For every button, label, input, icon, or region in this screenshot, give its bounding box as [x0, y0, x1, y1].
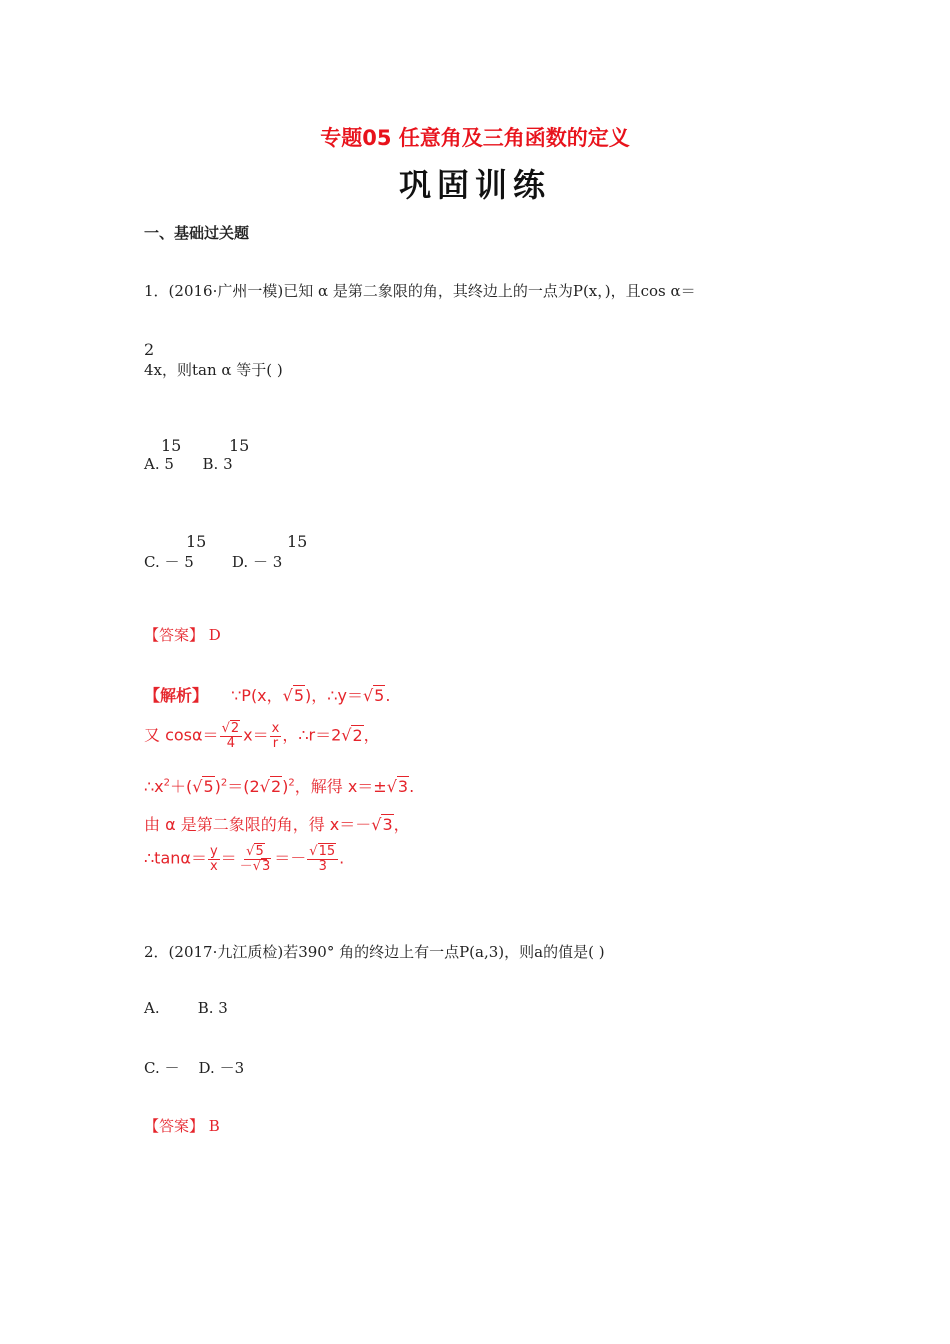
frac-numerator: y — [209, 844, 218, 859]
analysis-line-1: 【解析】 ∵P(x，√5)，∴y＝√5. — [144, 686, 391, 705]
q1-optC-numerator: 15 — [186, 532, 207, 551]
sqrt-value: 3 — [397, 777, 409, 796]
frac-numerator: x — [271, 721, 280, 736]
analysis-line-4: 由 α 是第二象限的角，得 x＝－√3， — [144, 815, 410, 834]
analysis-text: ∵P(x， — [231, 686, 283, 705]
fraction: $\frac{√2}{4}$ — [220, 722, 243, 750]
q2-stem: 2．(2017·九江质检)若390° 角的终边上有一点P(a,3)，则a的值是( ) — [144, 943, 605, 961]
analysis-line-5 — [144, 845, 344, 873]
q1-frac-numerator: 2 — [144, 340, 155, 359]
sqrt-value: 2 — [230, 721, 240, 736]
fraction — [208, 845, 220, 873]
q1-optD-numerator: 15 — [287, 532, 308, 551]
analysis-text: . — [409, 777, 415, 796]
fraction: $\frac{√5}{-√3}$ — [239, 844, 271, 874]
q1-stem-line1: 1．(2016·广州一模)已知 α 是第二象限的角，其终边上的一点为P(x，)，且cos α＝ — [144, 282, 696, 300]
analysis-text: )，∴y＝ — [305, 686, 363, 705]
sqrt-value: 3 — [382, 815, 393, 834]
analysis-tag: 【解析】 — [144, 686, 209, 705]
exponent: 2 — [163, 777, 171, 789]
analysis-text: ＋( — [170, 777, 193, 796]
analysis-text: ) — [282, 777, 289, 796]
page-subtitle: 巩固训练 — [398, 166, 551, 204]
answer-value: B — [208, 1117, 220, 1135]
exponent: 2 — [220, 777, 228, 789]
sqrt-value: 3 — [261, 858, 271, 874]
analysis-text: ∴x — [144, 777, 164, 796]
frac-denominator: x — [209, 858, 218, 874]
analysis-line-3: $\therefore x^2+(√5)^2=(2√2)^2$，解得 x＝±√3. — [144, 777, 415, 796]
frac-denominator: 4 — [226, 735, 235, 751]
section-heading: 一、基础过关题 — [144, 224, 250, 242]
q2-options-ab: A. B. 3 — [144, 999, 228, 1017]
sqrt-value: 5 — [255, 844, 264, 859]
analysis-text: ，∴r＝2 — [282, 725, 342, 745]
analysis-text: ∴tanα＝ — [144, 848, 207, 868]
analysis-text: ， — [363, 725, 380, 745]
answer-tag: 【答案】 — [144, 1117, 205, 1135]
sqrt-value: 5 — [293, 686, 305, 705]
q1-optA-numerator: 15 — [161, 436, 182, 455]
analysis-text: 又 cosα＝ — [144, 725, 219, 745]
q1-options-cd: C. － 5 D. － 3 — [144, 553, 283, 571]
q1-optB-numerator: 15 — [229, 436, 250, 455]
analysis-text: ，解得 x＝± — [294, 777, 387, 796]
frac-sign: － — [239, 858, 253, 874]
fraction — [270, 722, 282, 750]
answer-value: D — [208, 626, 221, 644]
analysis-text: x＝ — [243, 725, 269, 745]
analysis-text: ＝－ — [274, 848, 307, 868]
analysis-text: ＝ — [220, 848, 237, 868]
q1-options-ab: A. 5 B. 3 — [144, 455, 233, 473]
exponent: 2 — [288, 777, 295, 789]
q2-answer — [144, 1115, 220, 1136]
analysis-line-2: 又 cosα＝ $\frac{√2}{4}$ x＝ $\frac{x}{r}$ ，∴r＝2√2， — [144, 721, 380, 751]
analysis-text: ， — [393, 815, 410, 834]
sqrt-value: 5 — [203, 777, 214, 796]
analysis-text: . — [339, 848, 345, 868]
analysis-text: ＝(2 — [227, 777, 260, 796]
frac-denominator: r — [272, 735, 279, 751]
analysis-text: . — [385, 686, 391, 705]
page-title: 专题05 任意角及三角函数的定义 — [320, 126, 630, 150]
frac-denominator: 3 — [318, 858, 327, 874]
q2-options-cd: C. － D. －3 — [144, 1059, 245, 1077]
analysis-text: 由 α 是第二象限的角，得 x＝－ — [144, 815, 372, 834]
sqrt-value: 2 — [270, 777, 282, 796]
analysis-text: ) — [214, 777, 221, 796]
q1-answer — [144, 624, 221, 645]
answer-tag: 【答案】 — [144, 626, 205, 644]
q1-stem-line2: 4x，则tan α 等于( ) — [144, 361, 283, 379]
sqrt-value: 15 — [318, 844, 336, 859]
fraction: $\frac{√15}{3}$ — [307, 845, 338, 873]
sqrt-value: 5 — [374, 686, 385, 705]
sqrt-value: 2 — [352, 725, 363, 745]
